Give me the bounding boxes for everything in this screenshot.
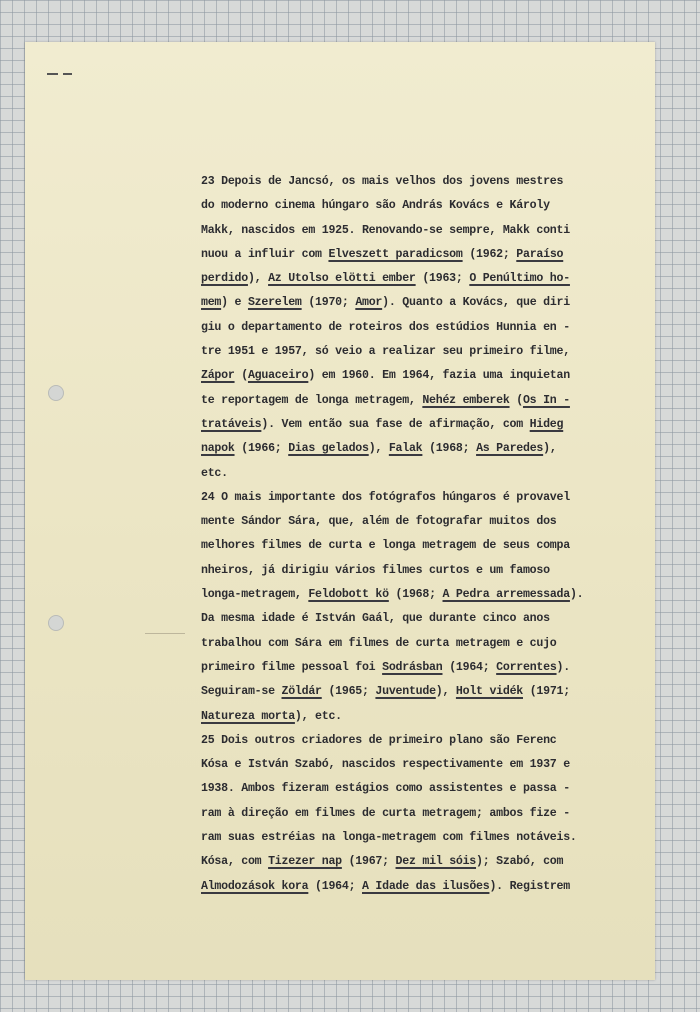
text-segment: (1962; [462, 247, 517, 261]
text-segment: (1971; [523, 685, 570, 699]
text-line [201, 340, 641, 364]
text-line [201, 413, 641, 437]
film-title: Falak [388, 442, 423, 456]
text-segment: ( [234, 369, 248, 383]
text-line [201, 364, 641, 388]
text-segment: Kósa e István Szabó, nascidos respectivamente em 1937 e [201, 758, 570, 772]
film-title: Correntes [496, 660, 557, 674]
text-line [201, 729, 641, 753]
text-segment: ( [509, 393, 523, 407]
text-segment: ), [368, 442, 389, 456]
text-line [201, 777, 641, 801]
text-line [201, 170, 641, 194]
text-segment: primeiro filme pessoal foi [201, 660, 383, 674]
film-title: A Pedra arremessada [442, 588, 570, 602]
text-line [201, 680, 641, 704]
typewritten-text [201, 170, 641, 899]
text-segment: do moderno cinema húngaro são András Kovács e Károly [201, 199, 550, 213]
text-segment: (1964; [308, 879, 362, 893]
text-segment: ram suas estréias na longa-metragem com filmes notáveis. [201, 831, 577, 845]
film-title: Paraíso [516, 247, 564, 261]
text-line [201, 510, 641, 534]
text-line [201, 437, 641, 461]
film-title: Dias gelados [288, 442, 369, 456]
text-line [201, 875, 641, 899]
film-title: Elveszett paradicsom [328, 247, 463, 261]
text-line [201, 559, 641, 583]
text-segment: ). [569, 588, 584, 602]
text-line [201, 826, 641, 850]
text-segment: (1963; [415, 272, 470, 286]
punch-hole-lower [48, 615, 64, 631]
text-segment: melhores filmes de curta e longa metragem de seus compa [201, 539, 570, 553]
text-segment: ), [247, 272, 269, 286]
text-line [201, 291, 641, 315]
film-title: A Idade das ilusões [362, 879, 490, 893]
text-segment: ). Vem então sua fase de afirmação, com [261, 417, 530, 431]
film-title: Zápor [201, 369, 235, 383]
film-title: Feldobott kö [308, 588, 389, 602]
film-title: perdido [201, 272, 248, 286]
text-segment: 1938. Ambos fizeram estágios como assistentes e passa - [201, 782, 570, 796]
fold-mark [145, 633, 185, 634]
text-line [201, 389, 641, 413]
film-title: Tizezer nap [268, 855, 342, 869]
text-line [201, 753, 641, 777]
text-segment: (1970; [301, 296, 356, 310]
film-title: O Penúltimo ho- [469, 272, 570, 286]
text-segment: ) e [221, 296, 248, 310]
punch-hole-upper [48, 385, 64, 401]
film-title: napok [201, 442, 235, 456]
text-line [201, 316, 641, 340]
text-segment: (1968; [388, 588, 443, 602]
pen-mark [47, 62, 82, 64]
text-segment: mente Sándor Sára, que, além de fotografar muitos dos [201, 515, 557, 529]
film-title: Amor [355, 296, 383, 310]
film-title: Natureza morta [201, 709, 295, 723]
film-title: Zöldár [281, 685, 322, 699]
text-segment: 24 O mais importante dos fotógrafos húngaros é provavel [201, 490, 570, 504]
text-line [201, 632, 641, 656]
text-line [201, 462, 641, 486]
text-line [201, 656, 641, 680]
text-segment: tre 1951 e 1957, só veio a realizar seu primeiro filme, [201, 345, 570, 359]
text-segment: (1964; [442, 660, 497, 674]
text-segment: nheiros, já dirigiu vários filmes curtos e um famoso [201, 563, 550, 577]
text-segment: ), [435, 685, 456, 699]
film-title: Juventude [375, 685, 436, 699]
text-line [201, 607, 641, 631]
text-segment: ). Registrem [489, 879, 570, 893]
text-segment: (1968; [422, 442, 477, 456]
paper-sheet [25, 42, 655, 980]
text-segment: nuou a influir com [201, 247, 329, 261]
text-line [201, 850, 641, 874]
film-title: Szerelem [247, 296, 302, 310]
film-title: Az Utolso elötti ember [268, 272, 416, 286]
text-segment: Makk, nascidos em 1925. Renovando-se sempre, Makk conti [201, 223, 570, 237]
text-line [201, 219, 641, 243]
text-line [201, 534, 641, 558]
text-line [201, 705, 641, 729]
text-segment: giu o departamento de roteiros dos estúdios Hunnia en - [201, 320, 570, 334]
text-line [201, 802, 641, 826]
film-title: Aguaceiro [247, 369, 309, 383]
film-title: Sodrásban [382, 660, 443, 674]
text-segment: ), [543, 442, 557, 456]
film-title: Almodozások kora [201, 879, 309, 893]
film-title: Nehéz emberek [422, 393, 510, 407]
film-title: Hideg [529, 417, 564, 431]
text-segment: te reportagem de longa metragem, [201, 393, 423, 407]
film-title: Os In - [522, 393, 570, 407]
text-segment: Da mesma idade é István Gaál, que durante cinco anos [201, 612, 550, 626]
text-line [201, 194, 641, 218]
film-title: tratáveis [201, 417, 262, 431]
film-title: Holt vidék [455, 685, 523, 699]
text-segment: ) em 1960. Em 1964, fazia uma inquietan [308, 369, 570, 383]
text-segment: ), etc. [294, 709, 342, 723]
text-line [201, 243, 641, 267]
text-segment: Kósa, com [201, 855, 269, 869]
text-segment: ram à direção em filmes de curta metragem; ambos fize - [201, 806, 570, 820]
text-segment: (1966; [234, 442, 289, 456]
text-segment: ); Szabó, com [476, 855, 564, 869]
text-segment: (1967; [341, 855, 396, 869]
text-segment: ). Quanto a Kovács, que diri [382, 296, 570, 310]
text-segment: ). [556, 660, 570, 674]
text-segment: Seguiram-se [201, 685, 282, 699]
text-segment: trabalhou com Sára em filmes de curta metragem e cujo [201, 636, 557, 650]
text-segment: 25 Dois outros criadores de primeiro plano são Ferenc [201, 733, 557, 747]
text-line [201, 267, 641, 291]
text-segment: longa-metragem, [201, 588, 309, 602]
text-segment: (1965; [321, 685, 376, 699]
film-title: As Paredes [476, 442, 544, 456]
text-line [201, 486, 641, 510]
text-segment: etc. [201, 466, 228, 480]
text-line [201, 583, 641, 607]
film-title: mem [201, 296, 222, 310]
text-segment: 23 Depois de Jancsó, os mais velhos dos jovens mestres [201, 175, 564, 188]
film-title: Dez mil sóis [395, 855, 477, 869]
